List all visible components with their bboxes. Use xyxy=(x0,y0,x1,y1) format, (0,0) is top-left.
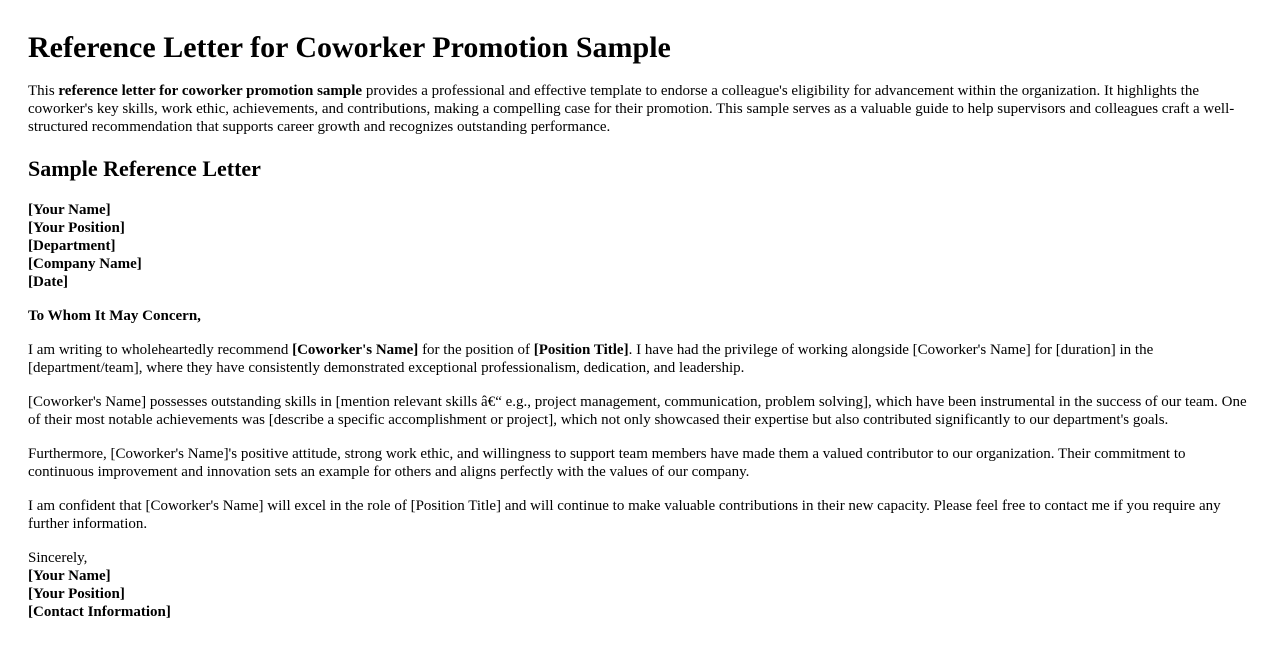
sender-date: [Date] xyxy=(28,274,68,290)
intro-bold-phrase: reference letter for coworker promotion sample xyxy=(58,83,363,99)
intro-paragraph xyxy=(28,82,1250,136)
p1-part1: I am writing to wholeheartedly recommend xyxy=(28,342,293,358)
p1-bold-coworker: [Coworker's Name] xyxy=(292,342,419,358)
closing-contact: [Contact Information] xyxy=(28,604,171,620)
sender-company: [Company Name] xyxy=(28,256,142,272)
closing-position: [Your Position] xyxy=(28,586,125,602)
closing-block xyxy=(28,549,1250,621)
sender-block xyxy=(28,201,1250,291)
salutation: To Whom It May Concern, xyxy=(28,308,201,324)
letter-paragraph-1 xyxy=(28,341,1250,377)
sender-department: [Department] xyxy=(28,238,116,254)
section-title: Sample Reference Letter xyxy=(28,156,261,181)
letter-paragraph-4: I am confident that [Coworker's Name] will excel in the role of [Position Title] and will continue to make valuable contributions in their new capacity. Please feel free to contact me if you require any further information. xyxy=(28,498,1221,532)
sender-position: [Your Position] xyxy=(28,220,125,236)
page-title: Reference Letter for Coworker Promotion Sample xyxy=(28,31,671,64)
sender-name: [Your Name] xyxy=(28,202,111,218)
closing-name: [Your Name] xyxy=(28,568,111,584)
intro-suffix: provides a professional and effective template to endorse a colleague's eligibility for advancement within the organization. It highlights the coworker's key skills, work ethic, achievements, and contributions, making a compelling case for their promotion. This sample serves as a valuable guide to help supervisors and colleagues craft a well-structured recommendation that supports career growth and recognizes outstanding performance. xyxy=(28,83,1235,135)
closing-signoff: Sincerely, xyxy=(28,550,88,566)
p1-part3: . I have had the privilege of working alongside [Coworker's Name] for [duration] in the [department/team], where they have consistently demonstrated exceptional professionalism, dedication, and leadership. xyxy=(28,342,1154,376)
p1-part2: for the position of xyxy=(418,342,534,358)
intro-prefix: This xyxy=(28,83,59,99)
letter-paragraph-3: Furthermore, [Coworker's Name]'s positive attitude, strong work ethic, and willingness to support team members have made them a valued contributor to our organization. Their commitment to continuous improvement and innovation sets an example for others and aligns perfectly with the values of our company. xyxy=(28,446,1186,480)
p1-bold-position: [Position Title] xyxy=(533,342,629,358)
letter-paragraph-2: [Coworker's Name] possesses outstanding skills in [mention relevant skills â€“ e.g., project management, communication, problem solving], which have been instrumental in the success of our team. One of their most notable achievements was [describe a specific accomplishment or project], which not only showcased their expertise but also contributed significantly to our department's goals. xyxy=(28,394,1247,428)
